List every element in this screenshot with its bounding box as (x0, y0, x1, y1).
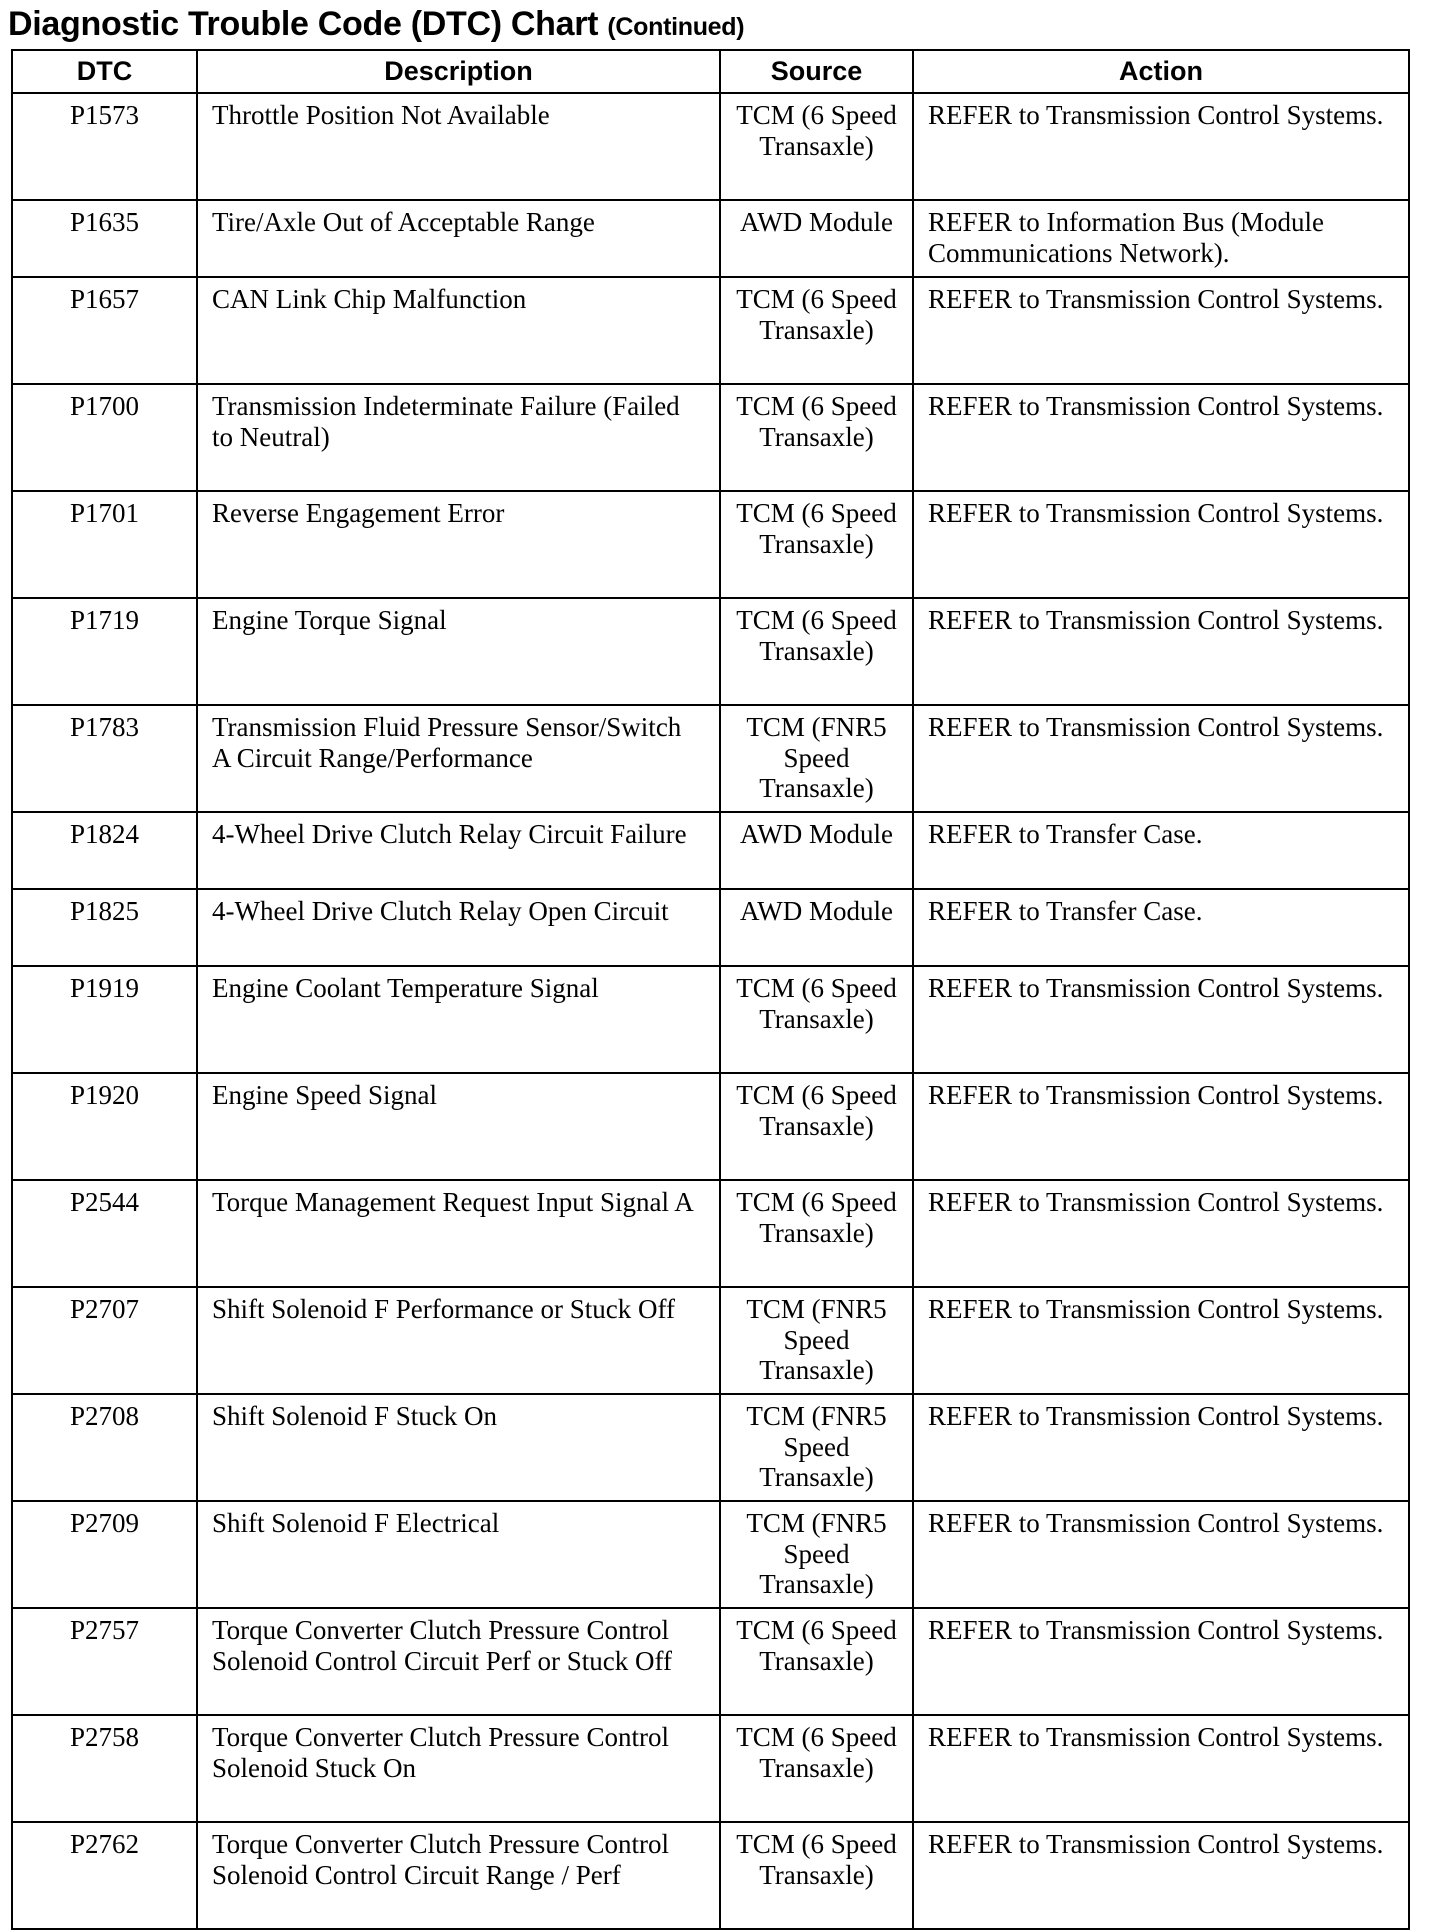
dtc-description: 4-Wheel Drive Clutch Relay Open Circuit (197, 889, 720, 966)
dtc-code: P1635 (12, 200, 197, 277)
column-header-dtc: DTC (12, 50, 197, 93)
dtc-code: P1573 (12, 93, 197, 200)
dtc-action: REFER to Transmission Control Systems. (913, 277, 1409, 384)
dtc-code: P1700 (12, 384, 197, 491)
dtc-source: TCM (6 Speed Transaxle) (720, 966, 913, 1073)
dtc-action: REFER to Transfer Case. (913, 812, 1409, 889)
dtc-source: TCM (6 Speed Transaxle) (720, 1180, 913, 1287)
dtc-description: Engine Coolant Temperature Signal (197, 966, 720, 1073)
dtc-action: REFER to Transmission Control Systems. (913, 1180, 1409, 1287)
dtc-action: REFER to Information Bus (Module Communications Network). (913, 200, 1409, 277)
dtc-description: 4-Wheel Drive Clutch Relay Circuit Failure (197, 812, 720, 889)
dtc-code: P2707 (12, 1287, 197, 1394)
table-row (12, 1822, 1409, 1929)
table-row (12, 1715, 1409, 1822)
column-header-action: Action (913, 50, 1409, 93)
dtc-source: TCM (6 Speed Transaxle) (720, 277, 913, 384)
table-row (12, 889, 1409, 966)
table-row (12, 705, 1409, 812)
dtc-source: AWD Module (720, 889, 913, 966)
dtc-source: TCM (6 Speed Transaxle) (720, 1822, 913, 1929)
table-header-row (12, 50, 1409, 93)
dtc-description: Engine Speed Signal (197, 1073, 720, 1180)
table-row (12, 812, 1409, 889)
table-row (12, 1180, 1409, 1287)
dtc-source: TCM (6 Speed Transaxle) (720, 1608, 913, 1715)
dtc-source: TCM (FNR5 Speed Transaxle) (720, 705, 913, 812)
dtc-description: Reverse Engagement Error (197, 491, 720, 598)
dtc-action: REFER to Transmission Control Systems. (913, 1608, 1409, 1715)
table-row (12, 598, 1409, 705)
column-header-source: Source (720, 50, 913, 93)
dtc-code: P1701 (12, 491, 197, 598)
dtc-description: Tire/Axle Out of Acceptable Range (197, 200, 720, 277)
dtc-action: REFER to Transmission Control Systems. (913, 598, 1409, 705)
dtc-source: AWD Module (720, 200, 913, 277)
dtc-action: REFER to Transmission Control Systems. (913, 705, 1409, 812)
dtc-code: P2762 (12, 1822, 197, 1929)
dtc-description: Transmission Fluid Pressure Sensor/Switch A Circuit Range/Performance (197, 705, 720, 812)
dtc-description: Torque Converter Clutch Pressure Control Solenoid Control Circuit Range / Perf (197, 1822, 720, 1929)
dtc-code: P2757 (12, 1608, 197, 1715)
dtc-description: Transmission Indeterminate Failure (Failed to Neutral) (197, 384, 720, 491)
dtc-action: REFER to Transmission Control Systems. (913, 1073, 1409, 1180)
page-title (8, 2, 744, 49)
table-row (12, 277, 1409, 384)
dtc-description: Engine Torque Signal (197, 598, 720, 705)
dtc-source: TCM (FNR5 Speed Transaxle) (720, 1501, 913, 1608)
dtc-description: Shift Solenoid F Stuck On (197, 1394, 720, 1501)
dtc-code: P1919 (12, 966, 197, 1073)
dtc-action: REFER to Transmission Control Systems. (913, 491, 1409, 598)
dtc-source: TCM (6 Speed Transaxle) (720, 1073, 913, 1180)
dtc-code: P1825 (12, 889, 197, 966)
dtc-action: REFER to Transmission Control Systems. (913, 1715, 1409, 1822)
dtc-action: REFER to Transmission Control Systems. (913, 1394, 1409, 1501)
dtc-source: TCM (6 Speed Transaxle) (720, 1715, 913, 1822)
dtc-source: TCM (6 Speed Transaxle) (720, 491, 913, 598)
dtc-table (11, 49, 1410, 1930)
page-title-main: Diagnostic Trouble Code (DTC) Chart (8, 5, 599, 43)
dtc-code: P1920 (12, 1073, 197, 1180)
dtc-description: Torque Converter Clutch Pressure Control Solenoid Stuck On (197, 1715, 720, 1822)
table-row (12, 1501, 1409, 1608)
dtc-code: P2708 (12, 1394, 197, 1501)
dtc-code: P1783 (12, 705, 197, 812)
dtc-action: REFER to Transmission Control Systems. (913, 1822, 1409, 1929)
dtc-code: P2709 (12, 1501, 197, 1608)
dtc-action: REFER to Transmission Control Systems. (913, 384, 1409, 491)
table-row (12, 1287, 1409, 1394)
table-row (12, 1073, 1409, 1180)
dtc-action: REFER to Transmission Control Systems. (913, 1501, 1409, 1608)
dtc-code: P2758 (12, 1715, 197, 1822)
dtc-code: P1657 (12, 277, 197, 384)
table-row (12, 491, 1409, 598)
dtc-description: Shift Solenoid F Electrical (197, 1501, 720, 1608)
dtc-source: TCM (FNR5 Speed Transaxle) (720, 1394, 913, 1501)
dtc-description: CAN Link Chip Malfunction (197, 277, 720, 384)
page-title-suffix: (Continued) (607, 13, 745, 41)
dtc-source: AWD Module (720, 812, 913, 889)
table-row (12, 1608, 1409, 1715)
dtc-description: Shift Solenoid F Performance or Stuck Off (197, 1287, 720, 1394)
dtc-description: Torque Converter Clutch Pressure Control Solenoid Control Circuit Perf or Stuck Off (197, 1608, 720, 1715)
dtc-action: REFER to Transmission Control Systems. (913, 966, 1409, 1073)
dtc-code: P1719 (12, 598, 197, 705)
dtc-action: REFER to Transmission Control Systems. (913, 93, 1409, 200)
table-row (12, 93, 1409, 200)
dtc-source: TCM (6 Speed Transaxle) (720, 598, 913, 705)
table-row (12, 384, 1409, 491)
dtc-description: Torque Management Request Input Signal A (197, 1180, 720, 1287)
table-row (12, 200, 1409, 277)
dtc-code: P2544 (12, 1180, 197, 1287)
dtc-action: REFER to Transfer Case. (913, 889, 1409, 966)
dtc-code: P1824 (12, 812, 197, 889)
dtc-action: REFER to Transmission Control Systems. (913, 1287, 1409, 1394)
table-row (12, 966, 1409, 1073)
dtc-source: TCM (FNR5 Speed Transaxle) (720, 1287, 913, 1394)
column-header-description: Description (197, 50, 720, 93)
dtc-source: TCM (6 Speed Transaxle) (720, 93, 913, 200)
dtc-description: Throttle Position Not Available (197, 93, 720, 200)
table-row (12, 1394, 1409, 1501)
dtc-source: TCM (6 Speed Transaxle) (720, 384, 913, 491)
